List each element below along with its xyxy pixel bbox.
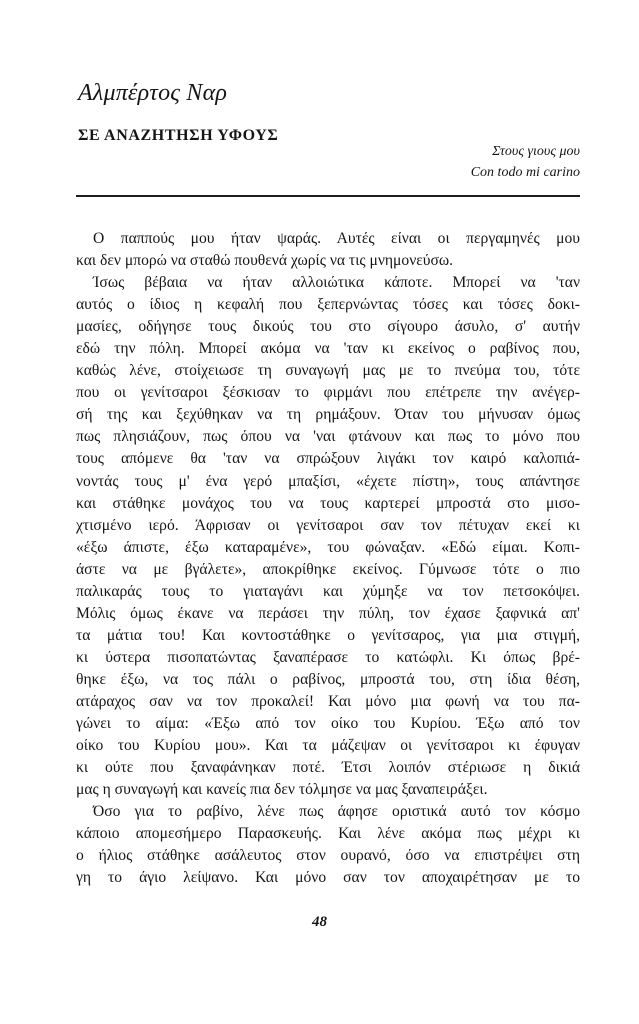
text-line: μας η συναγωγή και κανείς πια δεν τόλμησε να μας ξαναπειράξει. [76, 781, 488, 799]
text-line: θηκε έξω, να τος πάλι ο ραβίνος, μπροστά του, στη ίδια θέση, [76, 670, 580, 688]
dedication-line: Στους γιους μου [492, 144, 580, 159]
text-line: εδώ την πόλη. Μπορεί ακόμα να 'ταν κι εκείνος ο ραβίνος που, [76, 340, 580, 358]
text-line: παλικαράς τους το γιαταγάνι και χύμηξε να τον πετσοκόψει. [76, 582, 580, 600]
dedication-line: Con todo mi carino [470, 165, 580, 180]
text-line: ατάραχος σαν να τον προκαλεί! Και μόνο μια φωνή να του πα- [76, 692, 580, 710]
text-line: γώνει το αίμα: «Έξω από τον οίκο του Κυρίου. Έξω από τον [76, 715, 580, 733]
text-line: κι ούτε που ξαναφάνηκαν ποτέ. Έτσι λοιπόν στέριωσε η δικιά [76, 759, 580, 777]
text-line: σή της και ξεχύθηκαν να τη ρημάξουν. Όταν του μήνυσαν όμως [76, 406, 580, 424]
page-number: 48 [312, 914, 327, 930]
text-line: που οι γενίτσαροι ξέσκισαν το φιρμάνι που επέτρεπε την ανέγερ- [76, 384, 580, 402]
horizontal-rule [76, 195, 580, 197]
text-line: ο ήλιος στάθηκε ασάλευτος στον ουρανό, όσο να επιστρέψει στη [76, 847, 580, 865]
text-line: μασίες, οδήγησε τους δικούς του στο σίγουρο άσυλο, σ' αυτήν [76, 318, 580, 336]
author-name: Αλμπέρτος Ναρ [78, 80, 228, 106]
text-line: κι ύστερα πισοπατώντας ξαναπέρασε το κατώφλι. Κι όπως βρέ- [76, 648, 580, 666]
text-line: και στάθηκε μονάχος του να τους καρτερεί μπροστά στο μισο- [76, 494, 580, 512]
text-line: Ο παππούς μου ήταν ψαράς. Αυτές είναι οι περγαμηνές μου [93, 230, 580, 247]
text-line: τους απόμενε θα 'ταν να σπρώξουν λιγάκι τον καιρό καλοπιά- [76, 450, 580, 468]
text-line: γη το άγιο λείψανο. Και μόνο σαν τον αποχαιρέτησαν με το [76, 869, 580, 887]
text-line: «έξω άπιστε, έξω καταραμένε», του φώναξαν. «Εδώ είμαι. Κοπι- [76, 538, 580, 556]
text-line: Όσο για το ραβίνο, λένε πως άφησε οριστικά αυτό τον κόσμο [93, 803, 580, 821]
text-line: χτισμένο ιερό. Άφρισαν οι γενίτσαροι σαν τον πέτυχαν εκεί κι [76, 516, 580, 534]
dedication [471, 141, 580, 183]
text-line: οίκο του Κυρίου μου». Και τα μάζεψαν οι γενίτσαροι κι έφυγαν [76, 737, 580, 755]
text-line: Ίσως βέβαια να ήταν αλλοιώτικα κάποτε. Μπορεί να 'ταν [93, 274, 580, 292]
text-line: νοντάς τους μ' ένα γερό μπαξίσι, «έχετε πίστη», τους απάντησε [76, 472, 580, 490]
chapter-title: ΣΕ ΑΝΑΖΗΤΗΣΗ ΥΦΟΥΣ [78, 127, 279, 144]
text-line: και δεν μπορώ να σταθώ πουθενά χωρίς να τις μνημονεύσω. [76, 252, 454, 270]
body-text [76, 228, 580, 889]
text-line: τα μάτια του! Και κοντοστάθηκε ο γενίτσαρος, για μια στιγμή, [76, 626, 580, 644]
text-line: κάποιο απομεσήμερο Παρασκευής. Και λένε ακόμα πως μέχρι κι [76, 825, 580, 843]
text-line: αυτός ο ίδιος η κεφαλή που ξεπερνώντας τόσες και τόσες δοκι- [76, 296, 580, 314]
text-line: πως πλησιάζουν, πως όπου να 'ναι φτάνουν και πως το μόνο που [76, 428, 580, 446]
text-line: καθώς λένε, στοίχειωσε τη συναγωγή μας με το πνεύμα του, τότε [76, 362, 580, 380]
text-line: άστε να με βγάλετε», αποκρίθηκε εκείνος. Γύμνωσε τότε ο πιο [76, 560, 580, 578]
text-line: Μόλις όμως έκανε να περάσει την πύλη, τον έχασε ξαφνικά απ' [76, 604, 580, 622]
